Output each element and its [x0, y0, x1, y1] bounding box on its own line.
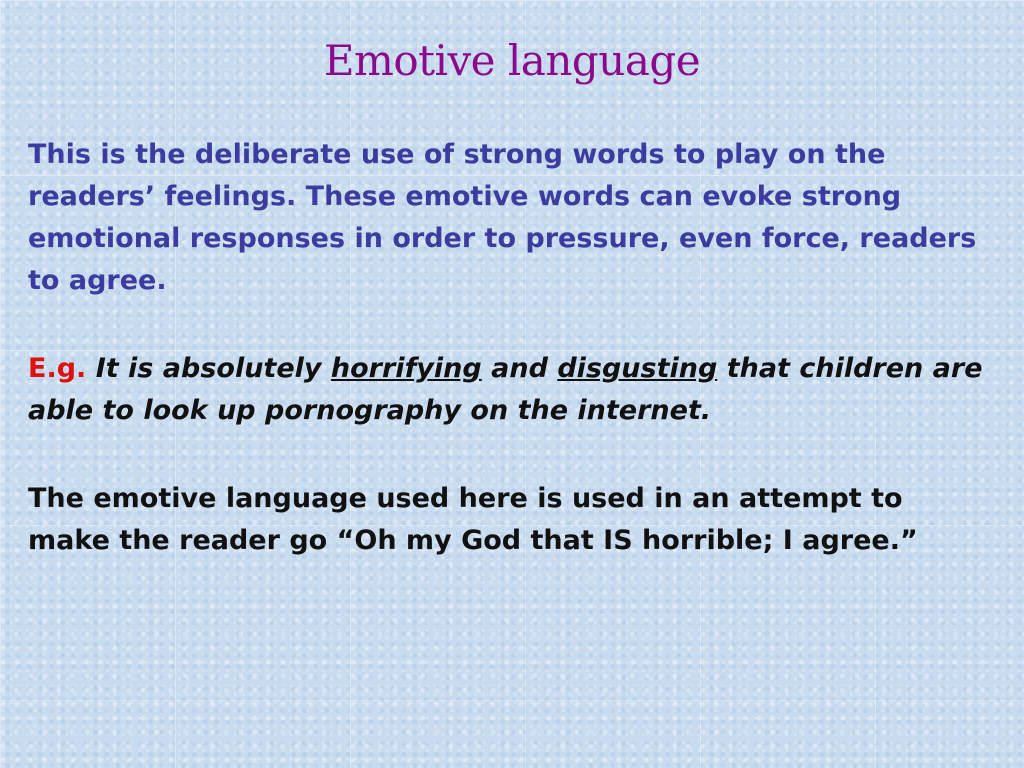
example-text-part-1: It is absolutely [95, 353, 322, 384]
slide-title: Emotive language [323, 36, 701, 85]
definition-paragraph: This is the deliberate use of strong words to play on the readers’ feelings. These emotive words can evoke strong emotional responses in order to pressure, even force, readers to agree. [28, 139, 977, 296]
explanation-paragraph: The emotive language used here is used in an attempt to make the reader go “Oh my God that IS horrible; I agree.” [28, 483, 918, 556]
emotive-word-disgusting: disgusting [557, 353, 718, 384]
example-sentence [28, 353, 983, 426]
example-text-part-3: that children are able to look up pornography on the internet. [28, 353, 983, 426]
example-text-part-2: and [491, 353, 548, 384]
example-paragraph [28, 348, 988, 432]
emotive-word-horrifying: horrifying [330, 353, 482, 384]
example-label: E.g. [28, 353, 87, 384]
